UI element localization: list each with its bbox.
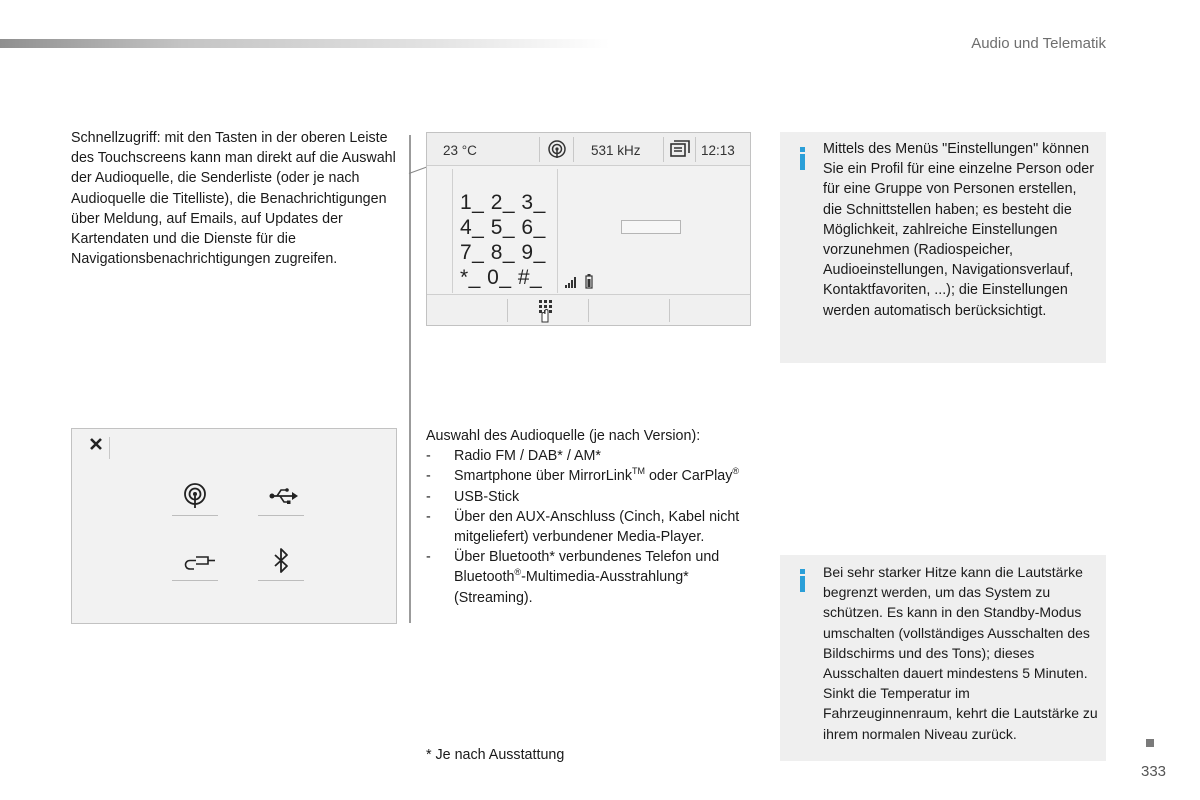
list-item: - USB-Stick	[426, 487, 756, 507]
source-usb-button[interactable]	[258, 478, 304, 516]
frequency-readout[interactable]: 531 kHz	[591, 143, 641, 158]
bluetooth-icon	[268, 547, 294, 575]
keypad-row[interactable]: 4_ 5_ 6_	[460, 216, 546, 239]
radio-icon[interactable]	[547, 139, 567, 162]
info-text: Bei sehr starker Hitze kann die Lautstärke begrenzt werden, um das System zu schützen. Es kann in den Standby-Modus umschalten (vollständiges Ausschalten des Bildschirms und des Tons); dieses Ausschalten dauert mindestens 5 Minuten. Sinkt die Temperatur im Fahrzeuginnenraum, kehrt die Lautstärke zu ihrem normalen Niveau zurück.	[823, 564, 1098, 742]
dialpad-icon[interactable]	[537, 299, 555, 328]
clock-readout: 12:13	[701, 143, 735, 158]
list-item: - Radio FM / DAB* / AM*	[426, 446, 756, 466]
radio-icon	[182, 482, 208, 510]
source-radio-button[interactable]	[172, 478, 218, 516]
status-bar	[427, 133, 750, 166]
usb-icon	[268, 482, 300, 510]
keypad-row[interactable]: *_ 0_ #_	[460, 266, 543, 289]
separator	[663, 137, 664, 162]
source-list-intro: Auswahl des Audioquelle (je nach Version):	[426, 428, 701, 444]
separator	[507, 299, 508, 322]
info-box-settings	[780, 132, 1106, 363]
separator	[109, 437, 110, 459]
list-item: - Smartphone über MirrorLink™ oder CarPlay®	[426, 466, 756, 486]
separator	[669, 299, 670, 322]
keypad-row[interactable]: 7_ 8_ 9_	[460, 241, 546, 264]
list-item: - Über den AUX-Anschluss (Cinch, Kabel nicht mitgeliefert) verbundener Media-Player.	[426, 507, 756, 547]
aux-icon	[182, 547, 216, 575]
separator	[695, 137, 696, 162]
keypad-row[interactable]: 1_ 2_ 3_	[460, 191, 546, 214]
close-icon[interactable]	[88, 436, 104, 457]
phone-screen	[426, 132, 751, 326]
list-item: - Über Bluetooth* verbundenes Telefon und Bluetooth®-Multimedia-Ausstrahlung* (Streaming).	[426, 547, 756, 608]
bottom-bar	[427, 294, 750, 325]
signal-icon	[565, 273, 595, 294]
separator	[573, 137, 574, 162]
number-field[interactable]	[621, 220, 681, 234]
section-title: Audio und Telematik	[971, 35, 1106, 52]
footnote: * Je nach Ausstattung	[426, 747, 565, 763]
page-number: 333	[1141, 763, 1167, 780]
source-bluetooth-button[interactable]	[258, 543, 304, 581]
separator	[588, 299, 589, 322]
column-divider	[409, 135, 411, 623]
separator	[539, 137, 540, 162]
message-icon[interactable]	[670, 140, 690, 161]
audio-source-list	[426, 426, 756, 608]
info-text: Mittels des Menüs "Einstellungen" können Sie ein Profil für eine einzelne Person oder für eine Gruppe von Personen erstellen, die Schnittstellen haben; es besteht die Möglichkeit, zahlreiche Einstellungen vorzunehmen (Radiospeicher, Audioeinstellungen, Navigationsverlauf, Kontaktfavoriten, ...); die Einstellungen werden automatisch berücksichtigt.	[823, 141, 1095, 319]
info-box-heat	[780, 555, 1106, 761]
intro-paragraph: Schnellzugriff: mit den Tasten in der oberen Leiste des Touchscreens kann man direkt auf die Auswahl der Audioquelle, die Senderliste (oder je nach Audioquelle die Titelliste), die Benachrichtigungen über Meldung, auf Emails, auf Updates der Kartendaten und die Dienste für die Navigationsbenachrichtigungen zugreifen.	[71, 130, 396, 268]
temperature-readout[interactable]: 23 °C	[443, 143, 477, 158]
source-aux-button[interactable]	[172, 543, 218, 581]
header-gradient-bar	[0, 39, 610, 48]
source-selection-screen	[71, 428, 397, 624]
page-marker	[1146, 739, 1154, 747]
dial-keypad[interactable]	[452, 169, 558, 293]
